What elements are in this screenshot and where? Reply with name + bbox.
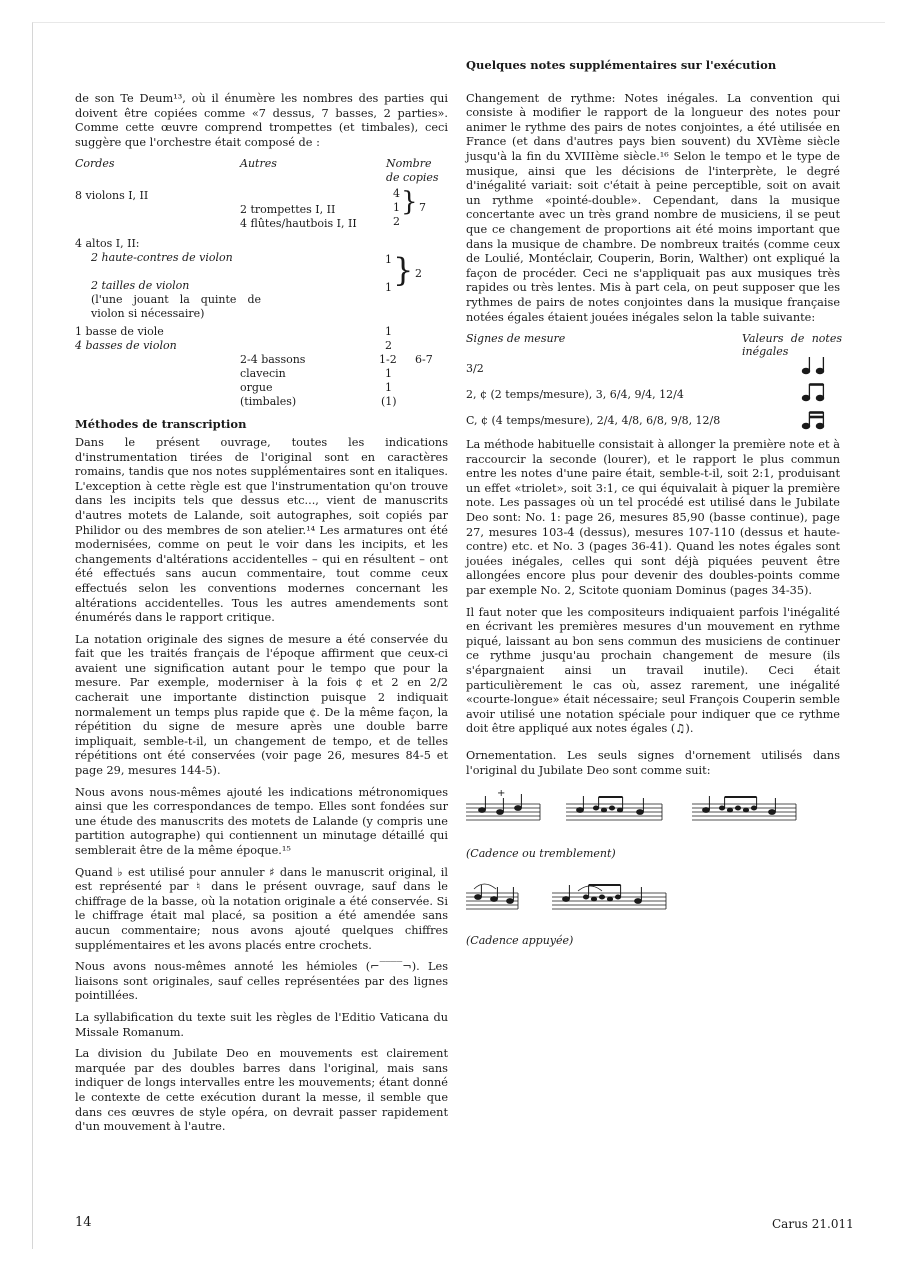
row-timbales: (timbales) — [240, 395, 297, 409]
section-heading: Quelques notes supplémentaires sur l'exécution — [466, 58, 777, 72]
ornament-examples-2 — [466, 877, 840, 928]
paragraph: La syllabification du texte suit les règles de l'Editio Vaticana du Missale Romanum. — [75, 1010, 448, 1039]
row-flutes: 4 flûtes/hautbois I, II — [240, 217, 357, 231]
section-heading: Méthodes de transcription — [75, 417, 247, 432]
total-count: 7 — [419, 201, 426, 215]
row-haute-contres: 2 haute-contres de violon — [91, 251, 233, 265]
paragraph: Il faut noter que les compositeurs indiquaient parfois l'inégalité en écrivant les premières mesures d'un mouvement en rythme piqué, laissant au bon sens commun des musiciens de continuer ce rythme jusqu'au prochain changement de mesure (ils s'épargnaient ainsi un travail inutile). Ceci était particulièrement le cas où, assez rarement, une inégalité «courte-longue» était nécessaire; seul François Couperin semble avoir utilisé une notation spéciale pour indiquer que ce rythme doit être appliqué aux notes égales (♫). — [466, 605, 840, 736]
paragraph: La méthode habituelle consistait à allonger la première note et à raccourcir la seconde (lourer), et le rapport le plus commun entre les notes d'une paire était, semble-t-il, soit 2:1, produisant un effet «triolet», soit 3:1, ce qui équivalait à piquer la première note. Les passages où un tel procédé est utilisé dans le Jubilate Deo sont: No. 1: page 26, mesures 85,90 (basse continue), page 27, mesures 103-4 (dessus), mesures 107-110 (dessus et haute-contre) etc. et No. 3 (pages 36-41). Quand les notes égales sont jouées inégales, celles qui sont déjà piquées peuvent être allongées encore plus pour devenir des doubles-points comme par exemple No. 2, Scitote quoniam Dominus (pages 34-35). — [466, 438, 840, 598]
row-trompettes: 2 trompettes I, II — [240, 203, 336, 217]
row-violons: 8 violons I, II — [75, 189, 149, 203]
row-quinte-note: (l'une jouant la quinte de violon si nécessaire) — [91, 293, 261, 320]
page-number: 14 — [75, 1215, 92, 1230]
row-clavecin: clavecin — [240, 367, 286, 381]
header-signes: Signes de mesure — [466, 332, 566, 346]
row-orgue: orgue — [240, 381, 273, 395]
count: 1 — [385, 325, 392, 339]
ornament-examples-1 — [466, 790, 840, 841]
count: 1 — [385, 281, 392, 295]
header-nombre: Nombre de copies — [386, 157, 439, 184]
brace: } — [401, 187, 418, 218]
svg-text:+: + — [497, 790, 506, 800]
count: 1 — [385, 381, 392, 395]
paragraph: La division du Jubilate Deo en mouvements est clairement marquée par des doubles barres dans l'original, mais sans indiquer de longs intervalles entre les mouvements; étant donné le contexte de cette exécution durant la messe, il semble que dans ces œuvres de style opéra, on devrait passer rapidement d'un mouvement à l'autre. — [75, 1047, 448, 1134]
paragraph: La notation originale des signes de mesure a été conservée du fait que les traités français de l'époque affirment que ceux-ci avaient une signification autant pour le tempo que pour la mesure. Par exemple, moderniser à la fois ¢ et 2 en 2/2 cacherait une importante distinction puisque 2 indiquait normalement un temps plus rapide que ¢. De la même façon, la répétition du signe de mesure après une double barre impliquait, semble-t-il, un changement de tempo, et de telles répétitions ont été conservées (voir page 26, mesures 84-5 et page 29, mesures 144-5). — [75, 632, 448, 778]
count: 1-2 — [379, 353, 397, 367]
paragraph: Quand ♭ est utilisé pour annuler ♯ dans le manuscrit original, il est représenté par ♮ dans le présent ouvrage, sauf dans le chiffrage de la basse, où la notation originale a été conservée. Si le chiffrage était mal placé, sa position a été amendée sans aucun commentaire; nous avons ajouté quelques chiffres supplémentaires et les avons placés entre crochets. — [75, 865, 448, 952]
mesure-row: 2, ¢ (2 temps/mesure), 3, 6/4, 9/4, 12/4 — [466, 388, 684, 402]
paragraph: Changement de rythme: Notes inégales. La convention qui consiste à modifier le rapport de la longueur des notes pour animer le rythme des pairs de notes conjointes, a été utilisée en France (et dans d'autres pays bien souvent) du XVIème siècle jusqu'à la fin du XVIIIème siècle.¹⁶ Selon le tempo et le type de musique, ainsi que les décisions de l'interprète, le degré d'inégalité variait: soit c'était à peine perceptible, soit on avait un rythme «pointé-double». Cependant, dans la musique concertante avec un très grand nombre de musiciens, il se peut que ce changement de proportions ait été moins important que dans la musique de chambre. De nombreux traités (comme ceux de Loulié, Montéclair, Couperin, Borin, Walther) ont expliqué la façon de procéder. Ceci ne s'appliquait pas aux musiques très rapides ou très lentes. Mis à part cela, on peut supposer que les rythmes de pairs de notes conjointes dans la musique française notées égales étaient jouées inégales selon la table suivante: — [466, 91, 840, 324]
count: 1 — [393, 201, 400, 215]
paragraph: Nous avons nous-mêmes ajouté les indications métronomiques ainsi que les correspondances de tempo. Elles sont fondées sur une étude des manuscrits des motets de Lalande (y compris une partition autographe) qui contiennent un minutage détaillé qui semblerait être de la même époque.¹⁵ — [75, 785, 448, 857]
header-autres: Autres — [240, 157, 277, 171]
mesure-row: C, ¢ (4 temps/mesure), 2/4, 4/8, 6/8, 9/8, 12/8 — [466, 414, 721, 428]
catalog-number: Carus 21.011 — [772, 1217, 854, 1231]
right-column — [466, 58, 840, 965]
row-tailles: 2 tailles de violon — [91, 279, 190, 293]
mesure-row: 3/2 — [466, 362, 484, 376]
count: (1) — [381, 395, 397, 409]
orchestra-table-tail — [75, 381, 448, 411]
count: 2 — [393, 215, 400, 229]
ornament-caption: (Cadence appuyée) — [466, 933, 574, 947]
row-basse-viole: 1 basse de viole — [75, 325, 164, 339]
total-count: 6-7 — [415, 353, 433, 367]
count: 2 — [385, 339, 392, 353]
ornament-caption: (Cadence ou tremblement) — [466, 846, 616, 860]
total-count: 2 — [415, 267, 422, 281]
paragraph: Nous avons nous-mêmes annoté les hémioles (⌐‾‾‾‾¬). Les liaisons sont originales, sauf celles représentées par des lignes pointillées. — [75, 960, 448, 1003]
left-column — [75, 92, 448, 1142]
row-altos: 4 altos I, II: — [75, 237, 140, 251]
count: 4 — [393, 187, 400, 201]
orchestra-table — [75, 157, 448, 385]
music-staff-icon — [466, 790, 840, 836]
count: 1 — [385, 367, 392, 381]
paragraph: Dans le présent ouvrage, toutes les indications d'instrumentation tirées de l'original sont en caractères romains, tandis que nos notes supplémentaires sont en italiques. L'exception à cette règle est que l'instrumentation qu'on trouve dans les incipits tels que dessus etc..., vient de manuscrits d'autres motets de Lalande, soit autographes, soit copiés par Philidor ou des membres de son atelier.¹⁴ Les armatures ont été modernisées, comme on peut le voir dans les incipits, et les changements d'altérations accidentelles – qui en résultent – ont été effectués sans aucun commentaire, tout comme ceux effectués selon les conventions modernes concernant les altérations accidentelles. Tous les autres amendements sont énumérés dans le rapport critique. — [75, 435, 448, 625]
intro-paragraph: de son Te Deum¹³, où il énumère les nombres des parties qui doivent être copiées comme «7 dessus, 7 basses, 2 parties». Comme cette œuvre comprend trompettes (et timbales), ceci suggère que l'orchestre était composé de : — [75, 92, 448, 149]
note-values-icon — [800, 354, 834, 434]
header-cordes: Cordes — [75, 157, 115, 171]
paragraph: Ornementation. Les seuls signes d'ornement utilisés dans l'original du Jubilate Deo sont comme suit: — [466, 748, 840, 777]
music-staff-icon — [466, 877, 840, 923]
mesure-table — [466, 332, 840, 432]
count: 1 — [385, 253, 392, 267]
row-basses-violon: 4 basses de violon — [75, 339, 177, 353]
row-bassons: 2-4 bassons — [240, 353, 306, 367]
header-valeurs: Valeurs de notes inégales — [742, 332, 842, 359]
brace: } — [393, 251, 414, 290]
